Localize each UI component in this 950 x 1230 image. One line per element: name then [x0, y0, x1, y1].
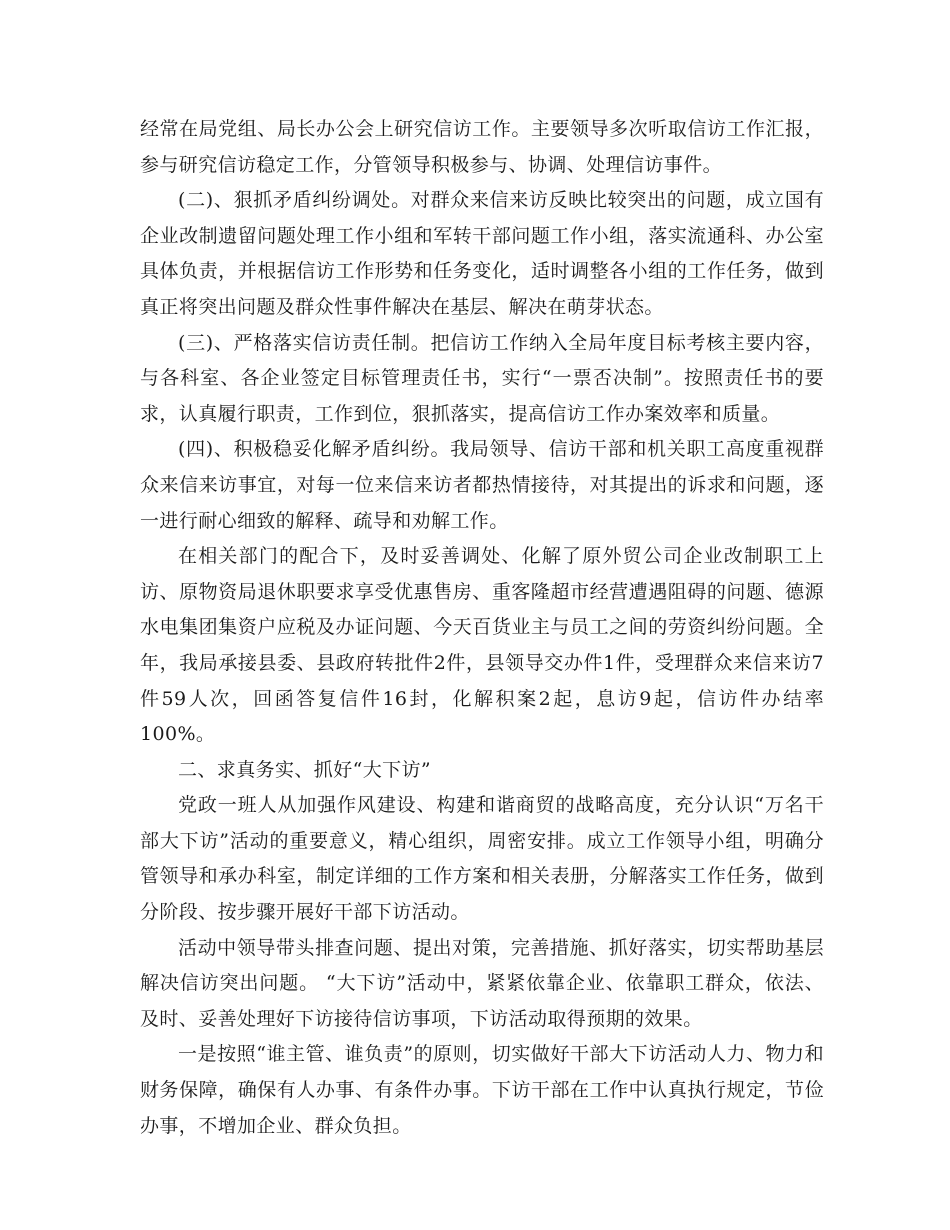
paragraph-section-3: (三)、严格落实信访责任制。把信访工作纳入全局年度目标考核主要内容，与各科室、各企业签定目标管理责任书，实行“一票否决制”。按照责任书的要求，认真履行职责，工作到位，狠抓落实，提高信访工作办案效率和质量。 [140, 331, 824, 425]
paragraph-activities: 活动中领导带头排查问题、提出对策，完善措施、抓好落实，切实帮助基层解决信访突出问题。 “大下访”活动中，紧紧依靠企业、依靠职工群众，依法、及时、妥善处理好下访接待信访事项，下访活动取得预期的效果。 [140, 936, 824, 1030]
paragraph-results: 在相关部门的配合下，及时妥善调处、化解了原外贸公司企业改制职工上访、原物资局退休职要求享受优惠售房、重客隆超市经营遭遇阻碍的问题、德源水电集团集资户应税及办证问题、今天百货业主与员工之间的劳资纠纷问题。全年，我局承接县委、县政府转批件2件，县领导交办件1件，受理群众来信来访7件59人次，回函答复信件16封，化解积案2起，息访9起，信访件办结率100%。 [140, 545, 824, 746]
section-heading: 二、求真务实、抓好“大下访” [178, 758, 432, 781]
paragraph-continuation: 经常在局党组、局长办公会上研究信访工作。主要领导多次听取信访工作汇报，参与研究信访稳定工作，分管领导积极参与、协调、处理信访事件。 [140, 118, 824, 176]
paragraph-section-2: (二)、狠抓矛盾纠纷调处。对群众来信来访反映比较突出的问题，成立国有企业改制遗留问题处理工作小组和军转干部问题工作小组，落实流通科、办公室具体负责，并根据信访工作形势和任务变化，适时调整各小组的工作任务，做到真正将突出问题及群众性事件解决在基层、解决在萌芽状态。 [140, 189, 824, 318]
paragraph-point-one: 一是按照“谁主管、谁负责”的原则，切实做好干部大下访活动人力、物力和财务保障，确保有人办事、有条件办事。下访干部在工作中认真执行规定，节俭办事，不增加企业、群众负担。 [140, 1043, 824, 1137]
document-body [140, 112, 824, 1144]
paragraph-organization: 党政一班人从加强作风建设、构建和谐商贸的战略高度，充分认识“万名干部大下访”活动的重要意义，精心组织，周密安排。成立工作领导小组，明确分管领导和承办科室，制定详细的工作方案和相关表册，分解落实工作任务，做到分阶段、按步骤开展好干部下访活动。 [140, 794, 824, 924]
paragraph-section-4: (四)、积极稳妥化解矛盾纠纷。我局领导、信访干部和机关职工高度重视群众来信来访事宜，对每一位来信来访者都热情接待，对其提出的诉求和问题，逐一进行耐心细致的解释、疏导和劝解工作。 [140, 438, 824, 532]
